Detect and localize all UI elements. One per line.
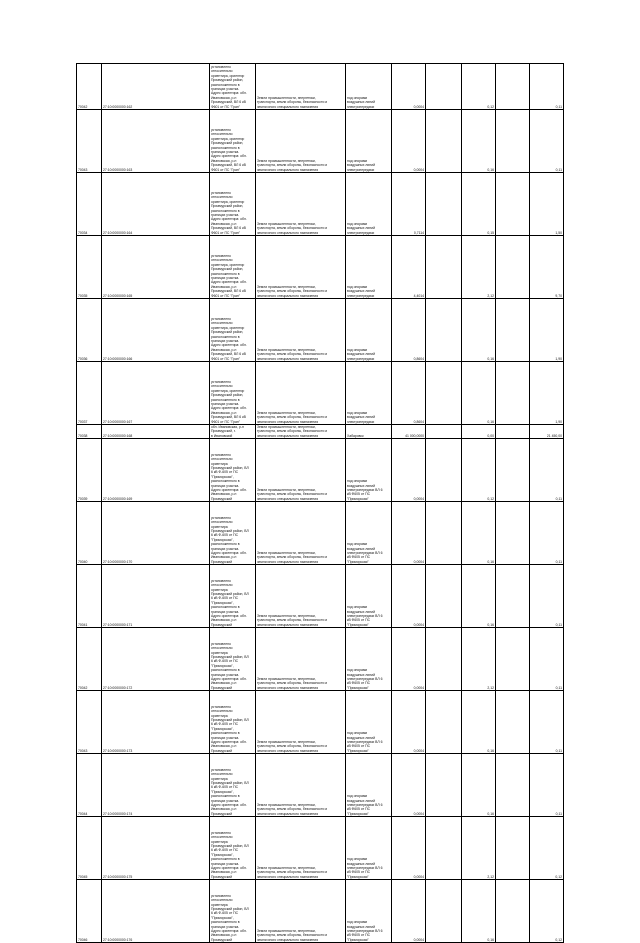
cadastral-number: 27:10:0000000:169 xyxy=(102,439,210,502)
empty-cell xyxy=(426,628,462,691)
row-number: 70034 xyxy=(77,173,102,236)
empty-cell xyxy=(426,64,462,110)
land-category: Земли промышленности, энергетики, транспорта, земли обороны, безопасности и земли иного специального назначения xyxy=(256,236,346,299)
row-number: 70045 xyxy=(77,817,102,880)
table-row xyxy=(77,565,564,628)
empty-cell xyxy=(496,236,530,299)
land-category: Земли промышленности, энергетики, транспорта, земли обороны, безопасности и земли иного специального назначения xyxy=(256,299,346,362)
empty-cell xyxy=(496,754,530,817)
empty-cell xyxy=(426,110,462,173)
rate-value: 0,16 xyxy=(462,502,496,565)
permitted-use: под опорами воздушных линий электропередачи ВЛ 6 кВ Ф605 от ПС "Приморская" xyxy=(346,754,392,817)
table-row xyxy=(77,64,564,110)
permitted-use: под опорами воздушных линий электропередачи ВЛ 6 кВ Ф605 от ПС "Приморская" xyxy=(346,502,392,565)
permitted-use: под опорами воздушных линий электропередачи xyxy=(346,110,392,173)
payment-value: 0,11 xyxy=(530,628,564,691)
payment-value: 1,90 xyxy=(530,299,564,362)
rate-value: 2,12 xyxy=(462,236,496,299)
plot-area: 0,8604 xyxy=(392,362,426,425)
land-category: Земли промышленности, энергетики, транспорта, земли обороны, безопасности и земли иного специального назначения xyxy=(256,880,346,943)
row-number: 70044 xyxy=(77,754,102,817)
rate-value: 0,00 xyxy=(462,425,496,439)
payment-value: 0,11 xyxy=(530,439,564,502)
plot-area: 0,0004 xyxy=(392,565,426,628)
empty-cell xyxy=(496,110,530,173)
empty-cell xyxy=(496,502,530,565)
rate-value: 0,16 xyxy=(462,754,496,817)
empty-cell xyxy=(496,565,530,628)
table-row xyxy=(77,502,564,565)
rate-value: 0,12 xyxy=(462,439,496,502)
land-category: Земли промышленности, энергетики, транспорта, земли обороны, безопасности и земли иного специального назначения xyxy=(256,754,346,817)
plot-area: 0,0004 xyxy=(392,817,426,880)
payment-value: 0,11 xyxy=(530,502,564,565)
table-row xyxy=(77,425,564,439)
payment-value: 0,12 xyxy=(530,817,564,880)
cadastral-number: 27:10:0000000:174 xyxy=(102,754,210,817)
empty-cell xyxy=(426,754,462,817)
plot-address: установлено относительно ориентира Приамурский район, ВЛ 6 кВ Ф-605 от ПС "Приморская", расположенного в границах участка. Адрес ориентира: обл. Ивановская, р-н Приамурский xyxy=(210,880,256,943)
empty-cell xyxy=(496,173,530,236)
permitted-use: под опорами воздушных линий электропередачи ВЛ 6 кВ Ф605 от ПС "Приморская" xyxy=(346,565,392,628)
plot-address: установлено относительно ориентира, ориентир Приамурский район, расположенного в границах участка. Адрес ориентира: обл. Ивановская, р-н Приамурский, ВЛ 6 кВ Ф601 от ПС "Гран" xyxy=(210,110,256,173)
table-row xyxy=(77,439,564,502)
plot-area: 0,0004 xyxy=(392,628,426,691)
rate-value: 0,16 xyxy=(462,691,496,754)
plot-address: установлено относительно ориентира Приамурский район, ВЛ 6 кВ Ф-605 от ПС "Приморская", расположенного в границах участка. Адрес ориентира: обл. Ивановская, р-н Приамурский xyxy=(210,754,256,817)
row-number: 70042 xyxy=(77,64,102,110)
row-number: 70037 xyxy=(77,362,102,425)
cadastral-number: 27:10:0000000:175 xyxy=(102,817,210,880)
rate-value: 0,16 xyxy=(462,110,496,173)
permitted-use: под опорами воздушных линий электропередачи ВЛ 6 кВ Ф605 от ПС "Приморская" xyxy=(346,628,392,691)
rate-value: 0,16 xyxy=(462,565,496,628)
permitted-use: под опорами воздушных линий электропередачи ВЛ 6 кВ Ф605 от ПС "Приморская" xyxy=(346,691,392,754)
plot-area: 0,0004 xyxy=(392,502,426,565)
payment-value: 0,11 xyxy=(530,110,564,173)
plot-area: 0,8604 xyxy=(392,299,426,362)
land-category: Земли промышленности, энергетики, транспорта, земли обороны, безопасности и земли иного специального назначения xyxy=(256,64,346,110)
plot-area: 0,0004 xyxy=(392,110,426,173)
empty-cell xyxy=(426,502,462,565)
plot-address: установлено относительно ориентира Приамурский район, ВЛ 6 кВ Ф-605 от ПС "Приморская", расположенного в границах участка. Адрес ориентира: обл. Ивановская, р-н Приамурский xyxy=(210,439,256,502)
payment-value: 1,90 xyxy=(530,362,564,425)
land-category: Земли промышленности, энергетики, транспорта, земли обороны, безопасности и земли иного специального назначения xyxy=(256,565,346,628)
rate-value: 2,12 xyxy=(462,817,496,880)
plot-address: установлено относительно ориентира, ориентир Приамурский район, расположенного в границах участка. Адрес ориентира: обл. Ивановская, р-н Приамурский, ВЛ 6 кВ Ф601 от ПС "Гран" xyxy=(210,299,256,362)
land-category: Земли промышленности, энергетики, транспорта, земли обороны, безопасности и земли иного специального назначения xyxy=(256,502,346,565)
plot-address: установлено относительно ориентира, ориентир Приамурский район, расположенного в границах участка. Адрес ориентира: обл. Ивановская, р-н Приамурский, ВЛ 6 кВ Ф601 от ПС "Гран" xyxy=(210,173,256,236)
payment-value: 0,11 xyxy=(530,754,564,817)
rate-value: 0,15 xyxy=(462,173,496,236)
permitted-use: Хабаровск xyxy=(346,425,392,439)
cadastral-number: 27:10:0000000:162 xyxy=(102,64,210,110)
empty-cell xyxy=(426,817,462,880)
empty-cell xyxy=(496,64,530,110)
plot-area: 0,0004 xyxy=(392,691,426,754)
permitted-use: под опорами воздушных линий электропередачи xyxy=(346,173,392,236)
row-number: 70039 xyxy=(77,439,102,502)
land-category: Земли промышленности, энергетики, транспорта, земли обороны, безопасности и земли иного специального назначения xyxy=(256,691,346,754)
rate-value: 0,16 xyxy=(462,362,496,425)
plot-address: обл. Ивановская, р-н Приамурский, г. в Ивановский xyxy=(210,425,256,439)
permitted-use: под опорами воздушных линий электропередачи ВЛ 6 кВ Ф605 от ПС "Приморская" xyxy=(346,439,392,502)
plot-area: 4,4014 xyxy=(392,236,426,299)
land-category: Земли промышленности, энергетики, транспорта, земли обороны, безопасности и земли иного специального назначения xyxy=(256,628,346,691)
empty-cell xyxy=(426,299,462,362)
cadastral-number: 27:10:0000000:164 xyxy=(102,173,210,236)
empty-cell xyxy=(496,439,530,502)
cadastral-number: 27:10:0000000:172 xyxy=(102,628,210,691)
land-category: Земли промышленности, энергетики, транспорта, земли обороны, безопасности и земли иного специального назначения xyxy=(256,110,346,173)
empty-cell xyxy=(496,299,530,362)
cadastral-number: 27:10:0000000:165 xyxy=(102,236,210,299)
payment-value: 0,11 xyxy=(530,691,564,754)
plot-area: 0,0004 xyxy=(392,439,426,502)
empty-cell xyxy=(496,691,530,754)
rate-value: 0,12 xyxy=(462,64,496,110)
cadastral-number: 27:10:0000000:166 xyxy=(102,299,210,362)
land-category: Земли промышленности, энергетики, транспорта, земли обороны, безопасности и земли иного специального назначения xyxy=(256,439,346,502)
plot-address: установлено относительно ориентира Приамурский район, ВЛ 6 кВ Ф-605 от ПС "Приморская", расположенного в границах участка. Адрес ориентира: обл. Ивановская, р-н Приамурский xyxy=(210,628,256,691)
plot-address: установлено относительно ориентира, ориентир Приамурский район, расположенного в границах участка. Адрес ориентира: обл. Ивановская, р-н Приамурский, ВЛ 6 кВ Ф601 от ПС "Гран" xyxy=(210,362,256,425)
plot-address: установлено относительно ориентира Приамурский район, ВЛ 6 кВ Ф-605 от ПС "Приморская", расположенного в границах участка. Адрес ориентира: обл. Ивановская, р-н Приамурский xyxy=(210,565,256,628)
plot-address: установлено относительно ориентира Приамурский район, ВЛ 6 кВ Ф-605 от ПС "Приморская", расположенного в границах участка. Адрес ориентира: обл. Ивановская, р-н Приамурский xyxy=(210,691,256,754)
row-number: 70042 xyxy=(77,628,102,691)
plot-area: 0,0004 xyxy=(392,754,426,817)
cadastral-number: 27:10:0000000:171 xyxy=(102,565,210,628)
table-row xyxy=(77,754,564,817)
row-number: 70040 xyxy=(77,502,102,565)
table-row xyxy=(77,362,564,425)
table-row xyxy=(77,299,564,362)
permitted-use: под опорами воздушных линий электропередачи xyxy=(346,299,392,362)
cadastral-number: 27:10:0000000:170 xyxy=(102,502,210,565)
empty-cell xyxy=(426,880,462,943)
empty-cell xyxy=(496,817,530,880)
empty-cell xyxy=(426,173,462,236)
empty-cell xyxy=(426,439,462,502)
cadastral-number: 27:10:0000000:176 xyxy=(102,880,210,943)
row-number: 70035 xyxy=(77,236,102,299)
land-plot-table xyxy=(76,63,564,943)
empty-cell xyxy=(496,628,530,691)
row-number: 70036 xyxy=(77,299,102,362)
land-category: Земли промышленности, энергетики, транспорта, земли обороны, безопасности и земли иного специального назначения xyxy=(256,817,346,880)
cadastral-number: 27:10:0000000:163 xyxy=(102,110,210,173)
empty-cell xyxy=(496,880,530,943)
empty-cell xyxy=(426,236,462,299)
payment-value: 9,70 xyxy=(530,236,564,299)
plot-area: 41 000,0000 xyxy=(392,425,426,439)
table-row xyxy=(77,173,564,236)
plot-address: установлено относительно ориентира, ориентир Приамурский район, расположенного в границах участка. Адрес ориентира: обл. Ивановская, р-н Приамурский, ВЛ 6 кВ Ф601 от ПС "Гран" xyxy=(210,64,256,110)
cadastral-number: 27:10:0000000:173 xyxy=(102,691,210,754)
row-number: 70041 xyxy=(77,565,102,628)
table-row xyxy=(77,236,564,299)
register-sheet xyxy=(76,63,563,943)
table-row xyxy=(77,110,564,173)
land-category: Земли промышленности, энергетики, транспорта, земли обороны, безопасности и земли иного специального назначения xyxy=(256,362,346,425)
permitted-use: под опорами воздушных линий электропередачи ВЛ 6 кВ Ф605 от ПС "Приморская" xyxy=(346,817,392,880)
plot-address: установлено относительно ориентира, ориентир Приамурский район, расположенного в границах участка. Адрес ориентира: обл. Ивановская, р-н Приамурский, ВЛ 6 кВ Ф601 от ПС "Гран" xyxy=(210,236,256,299)
row-number: 70038 xyxy=(77,425,102,439)
plot-address: установлено относительно ориентира Приамурский район, ВЛ 6 кВ Ф-605 от ПС "Приморская", расположенного в границах участка. Адрес ориентира: обл. Ивановская, р-н Приамурский xyxy=(210,817,256,880)
permitted-use: под опорами воздушных линий электропередачи xyxy=(346,64,392,110)
table-row xyxy=(77,817,564,880)
rate-value: 2,12 xyxy=(462,628,496,691)
row-number: 70043 xyxy=(77,110,102,173)
empty-cell xyxy=(426,691,462,754)
cadastral-number: 27:10:0000000:167 xyxy=(102,362,210,425)
empty-cell xyxy=(426,425,462,439)
payment-value: 0,12 xyxy=(530,880,564,943)
plot-area: 0,7114 xyxy=(392,173,426,236)
empty-cell xyxy=(496,362,530,425)
payment-value: 0,11 xyxy=(530,565,564,628)
empty-cell xyxy=(496,425,530,439)
row-number: 70043 xyxy=(77,691,102,754)
land-category: Земли промышленности, энергетики, транспорта, земли обороны, безопасности и земли иного специального назначения xyxy=(256,425,346,439)
cadastral-number: 27:10:0000000:168 xyxy=(102,425,210,439)
plot-area: 0,0004 xyxy=(392,880,426,943)
payment-value: 0,11 xyxy=(530,64,564,110)
payment-value: 21 450,00 xyxy=(530,425,564,439)
table-row xyxy=(77,880,564,943)
table-row xyxy=(77,691,564,754)
payment-value: 1,50 xyxy=(530,173,564,236)
permitted-use: под опорами воздушных линий электропередачи xyxy=(346,236,392,299)
permitted-use: под опорами воздушных линий электропередачи ВЛ 6 кВ Ф605 от ПС "Приморская" xyxy=(346,880,392,943)
permitted-use: под опорами воздушных линий электропередачи xyxy=(346,362,392,425)
empty-cell xyxy=(426,362,462,425)
plot-area: 0,0004 xyxy=(392,64,426,110)
empty-cell xyxy=(426,565,462,628)
land-category: Земли промышленности, энергетики, транспорта, земли обороны, безопасности и земли иного специального назначения xyxy=(256,173,346,236)
plot-address: установлено относительно ориентира Приамурский район, ВЛ 6 кВ Ф-605 от ПС "Приморская", расположенного в границах участка. Адрес ориентира: обл. Ивановская, р-н Приамурский xyxy=(210,502,256,565)
table-row xyxy=(77,628,564,691)
rate-value: 0,16 xyxy=(462,299,496,362)
row-number: 70046 xyxy=(77,880,102,943)
rate-value: 0,16 xyxy=(462,880,496,943)
